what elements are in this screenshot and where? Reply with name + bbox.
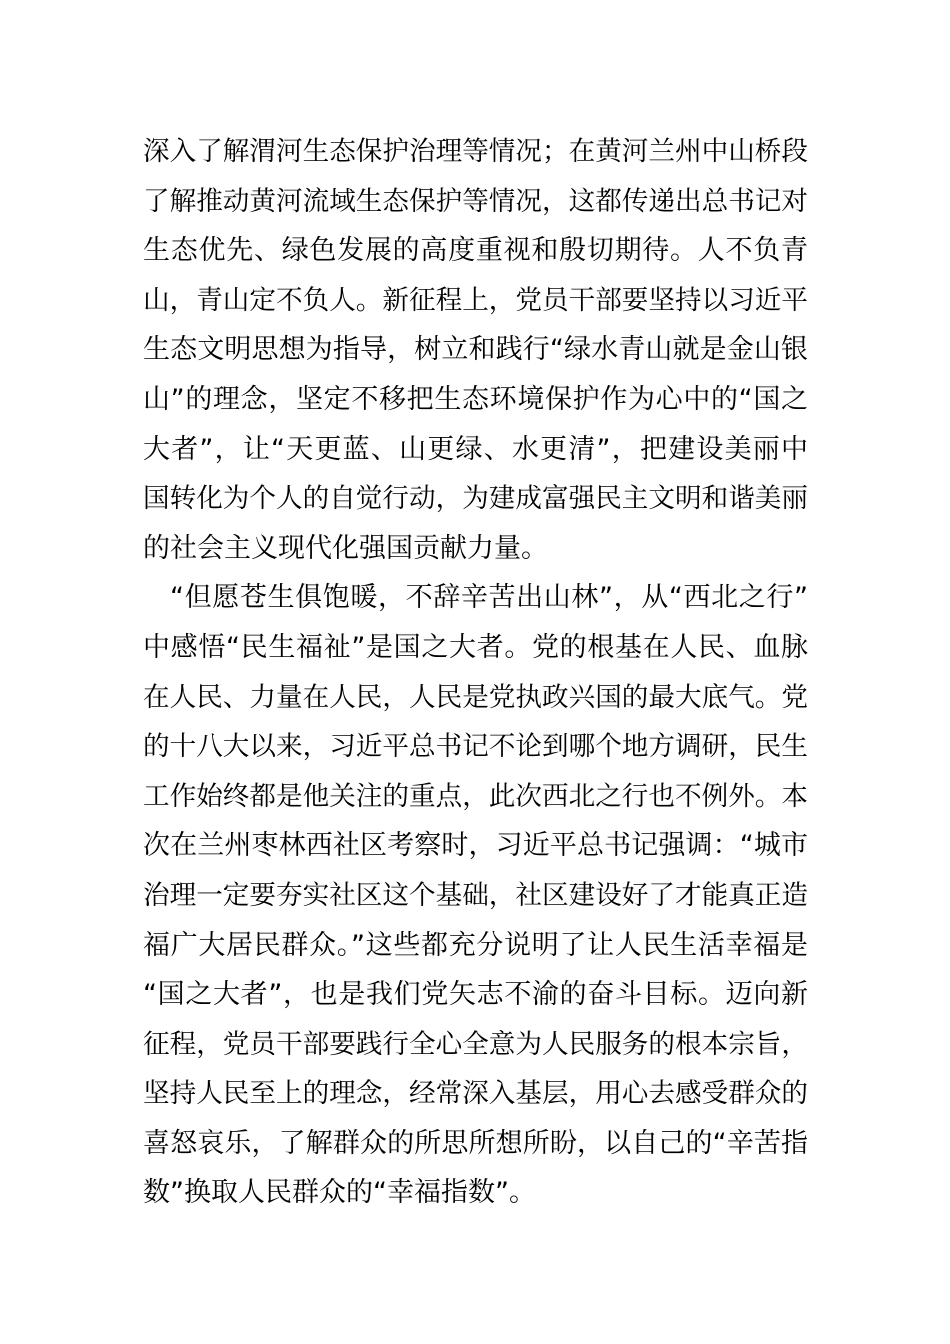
text-line: 工作始终都是他关注的重点，此次西北之行也不例外。本 <box>143 780 808 812</box>
text-line: 生态优先、绿色发展的高度重视和殷切期待。人不负青 <box>143 235 808 267</box>
text-line: 生态文明思想为指导，树立和践行“绿水青山就是金山银 <box>143 334 808 366</box>
text-line: 的社会主义现代化强国贡献力量。 <box>143 532 548 564</box>
text-line: 坚持人民至上的理念，经常深入基层，用心去感受群众的 <box>143 1078 808 1110</box>
text-line: 在人民、力量在人民，人民是党执政兴国的最大底气。党 <box>143 681 808 713</box>
text-line: 的十八大以来，习近平总书记不论到哪个地方调研，民生 <box>143 731 808 763</box>
text-line: 了解推动黄河流域生态保护等情况，这都传递出总书记对 <box>143 185 808 217</box>
text-line: 征程，党员干部要践行全心全意为人民服务的根本宗旨， <box>143 1028 808 1060</box>
text-line: 中感悟“民生福祉”是国之大者。党的根基在人民、血脉 <box>143 631 808 663</box>
text-line: 山，青山定不负人。新征程上，党员干部要坚持以习近平 <box>143 284 808 316</box>
text-line: 国转化为个人的自觉行动，为建成富强民主文明和谐美丽 <box>143 483 808 515</box>
text-line: 数”换取人民群众的“幸福指数”。 <box>143 1177 536 1209</box>
text-line: 深入了解渭河生态保护治理等情况；在黄河兰州中山桥段 <box>143 136 808 167</box>
text-line: 山”的理念，坚定不移把生态环境保护作为心中的“国之 <box>143 383 808 415</box>
text-line: 次在兰州枣林西社区考察时，习近平总书记强调：“城市 <box>143 830 808 862</box>
text-line: “但愿苍生俱饱暖，不辞辛苦出山林”，从“西北之行” <box>170 582 808 614</box>
text-line: “国之大者”，也是我们党矢志不渝的奋斗目标。迈向新 <box>143 979 808 1011</box>
text-line: 大者”，让“天更蓝、山更绿、水更清”，把建设美丽中 <box>143 433 808 465</box>
text-line: 福广大居民群众。”这些都充分说明了让人民生活幸福是 <box>143 929 808 961</box>
body-text <box>143 127 808 1218</box>
text-line: 喜怒哀乐，了解群众的所思所想所盼，以自己的“辛苦指 <box>143 1127 808 1159</box>
text-line: 治理一定要夯实社区这个基础，社区建设好了才能真正造 <box>143 879 808 911</box>
